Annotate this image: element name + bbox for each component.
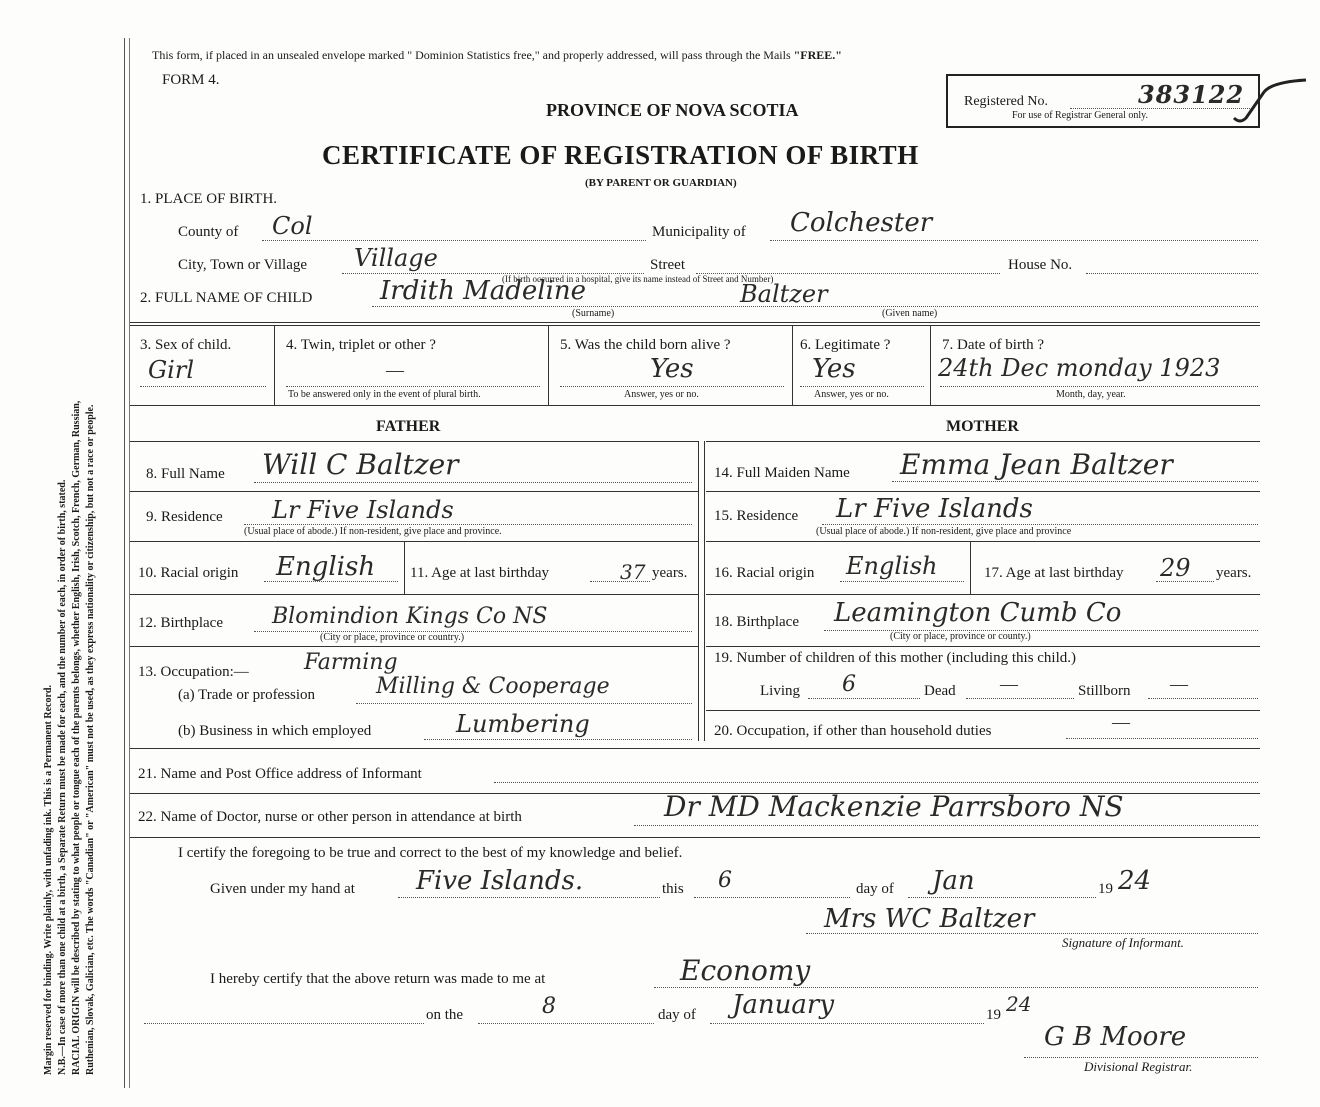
place-of-birth-heading: 1. PLACE OF BIRTH. [140, 191, 278, 207]
mother-children-label: 19. Number of children of this mother (including this child.) [714, 650, 1077, 666]
mother-name-value: Emma Jean Baltzer [900, 448, 1173, 481]
registrar-signature-label: Divisional Registrar. [1084, 1059, 1193, 1074]
municipality-value: Colchester [790, 208, 933, 238]
registrar-signature: G B Moore [1044, 1022, 1187, 1052]
doctor-value: Dr MD Mackenzie Parrsboro NS [664, 790, 1124, 823]
child-name-label: 2. FULL NAME OF CHILD [140, 290, 313, 306]
child-name-value: Irdith Madeline [380, 276, 587, 306]
twin-note: To be answered only in the event of plural birth. [288, 389, 481, 400]
margin-border-inner [129, 38, 130, 1088]
father-residence-note: (Usual place of abode.) If non-resident, give place and province. [244, 526, 502, 537]
informant-label: 21. Name and Post Office address of Informant [138, 766, 422, 782]
registrar-on-the-label: on the [426, 1007, 464, 1023]
margin-line-3: RACIAL ORIGIN will be described by stating to what people or tongue each of the parents belongs, whether English, Irish, Scotch, French, German, Russian, [71, 400, 82, 1075]
father-trade-label: (a) Trade or profession [178, 687, 316, 703]
legit-label: 6. Legitimate ? [800, 337, 891, 353]
father-occupation-label: 13. Occupation:— [138, 664, 249, 680]
registrar-day: 8 [542, 994, 556, 1019]
father-age-value: 37 [620, 560, 646, 584]
father-birthplace-value: Blomindion Kings Co NS [272, 604, 548, 629]
mother-stillborn-value: — [1170, 674, 1188, 694]
mother-stillborn-label: Stillborn [1078, 683, 1131, 699]
given-under-label: Given under my hand at [210, 881, 355, 897]
registrar-dayof-label: day of [658, 1007, 696, 1023]
alive-note: Answer, yes or no. [624, 389, 699, 400]
informant-signature-label: Signature of Informant. [1062, 935, 1184, 950]
legit-note: Answer, yes or no. [814, 389, 889, 400]
mother-age-label: 17. Age at last birthday [984, 565, 1124, 581]
father-trade-value: Milling & Cooperage [376, 674, 610, 699]
mother-name-label: 14. Full Maiden Name [714, 465, 850, 481]
certify-place: Five Islands. [416, 866, 584, 896]
certify-year-prefix: 19 [1098, 881, 1113, 897]
surname-caption: (Surname) [572, 308, 615, 319]
certify-day: 6 [718, 868, 732, 893]
mother-dead-value: — [1000, 674, 1018, 694]
twin-label: 4. Twin, triplet or other ? [286, 337, 436, 353]
father-birthplace-label: 12. Birthplace [138, 615, 223, 631]
mother-racial-label: 16. Racial origin [714, 565, 815, 581]
street-label: Street [650, 257, 685, 273]
mother-living-value: 6 [842, 672, 856, 697]
father-name-value: Will C Baltzer [262, 448, 459, 481]
sex-value: Girl [148, 356, 194, 384]
father-business-label: (b) Business in which employed [178, 723, 372, 739]
father-racial-value: English [276, 552, 376, 582]
county-value: Col [272, 212, 313, 240]
doctor-label: 22. Name of Doctor, nurse or other person in attendance at birth [138, 809, 522, 825]
father-residence-label: 9. Residence [146, 509, 223, 525]
certify-this-label: this [662, 881, 684, 897]
municipality-label: Municipality of [652, 224, 746, 240]
margin-border [124, 38, 125, 1088]
city-value: Village [354, 244, 438, 272]
mother-birthplace-value: Leamington Cumb Co [834, 598, 1122, 628]
mother-age-years: years. [1216, 565, 1252, 581]
registrar-month: January [732, 990, 835, 1020]
mother-occupation-label: 20. Occupation, if other than household duties [714, 723, 992, 739]
mail-note-free: "FREE." [793, 48, 842, 62]
mother-racial-value: English [846, 552, 938, 580]
certificate-subtitle: (BY PARENT OR GUARDIAN) [585, 177, 737, 189]
alive-label: 5. Was the child born alive ? [560, 337, 731, 353]
dob-label: 7. Date of birth ? [942, 337, 1045, 353]
form-number: FORM 4. [162, 72, 220, 88]
registrar-year: 24 [1006, 992, 1032, 1016]
father-business-value: Lumbering [456, 710, 590, 738]
mother-residence-note: (Usual place of abode.) If non-resident, give place and province [816, 526, 1072, 537]
margin-line-1: Margin reserved for binding. Write plainly, with unfading ink. This is a Permanent Record. [43, 685, 54, 1075]
informant-signature: Mrs WC Baltzer [824, 904, 1035, 934]
father-name-label: 8. Full Name [146, 466, 225, 482]
certify-month: Jan [932, 866, 975, 896]
certificate-title: CERTIFICATE OF REGISTRATION OF BIRTH [322, 140, 919, 170]
city-label: City, Town or Village [178, 257, 308, 273]
house-label: House No. [1008, 257, 1073, 273]
mother-age-value: 29 [1160, 554, 1191, 582]
alive-value: Yes [650, 354, 694, 384]
mail-note-text: This form, if placed in an unsealed envelope marked " Dominion Statistics free," and properly addressed, will pass through the Mails [152, 48, 791, 62]
father-age-label: 11. Age at last birthday [410, 565, 549, 581]
registered-number: 383122 [1138, 80, 1245, 109]
registrar-note: For use of Registrar General only. [1012, 110, 1148, 121]
mother-occupation-value: — [1112, 712, 1130, 732]
certify-year: 24 [1118, 866, 1152, 896]
registered-box [946, 74, 1260, 128]
dob-note: Month, day, year. [1056, 389, 1126, 400]
certify-dayof-label: day of [856, 881, 894, 897]
sex-label: 3. Sex of child. [140, 337, 232, 353]
margin-line-4: Ruthenian, Slovak, Galician, etc. The words "Canadian" or "American" must not be used, as they express nationality or citizenship, but not a race or people. [85, 404, 96, 1075]
registered-label: Registered No. [964, 94, 1048, 109]
father-occupation-value: Farming [304, 650, 398, 675]
registered-checkmark [1228, 72, 1320, 128]
mother-heading: MOTHER [946, 418, 1019, 435]
father-age-years: years. [652, 565, 688, 581]
given-name-caption: (Given name) [882, 308, 938, 319]
legit-value: Yes [812, 354, 856, 384]
father-heading: FATHER [376, 418, 441, 435]
child-surname-value: Baltzer [740, 280, 828, 308]
certify-text: I certify the foregoing to be true and correct to the best of my knowledge and belief. [178, 845, 683, 861]
registrar-place: Economy [680, 954, 811, 987]
registrar-certify-text: I hereby certify that the above return was made to me at [210, 971, 546, 987]
hospital-note: (If birth occurred in a hospital, give its name instead of Street and Number) [502, 274, 774, 284]
margin-line-2: N.B.—In case of more than one child at a birth, a Separate Return must be made for each, and the number of each, in order of birth, stated. [57, 479, 68, 1075]
mail-note [152, 48, 842, 63]
mother-dead-label: Dead [924, 683, 956, 699]
county-label: County of [178, 224, 239, 240]
margin-instructions [42, 55, 98, 1075]
mother-birthplace-label: 18. Birthplace [714, 614, 799, 630]
dob-value: 24th Dec monday 1923 [938, 354, 1221, 382]
twin-value: — [386, 360, 404, 380]
mother-residence-label: 15. Residence [714, 508, 799, 524]
mother-birthplace-note: (City or place, province or county.) [890, 631, 1031, 642]
registrar-year-prefix: 19 [986, 1007, 1001, 1023]
father-birthplace-note: (City or place, province or country.) [320, 632, 465, 643]
mother-residence-value: Lr Five Islands [836, 494, 1033, 524]
mother-living-label: Living [760, 683, 800, 699]
father-residence-value: Lr Five Islands [272, 496, 454, 524]
father-racial-label: 10. Racial origin [138, 565, 239, 581]
province-title: PROVINCE OF NOVA SCOTIA [546, 100, 799, 120]
